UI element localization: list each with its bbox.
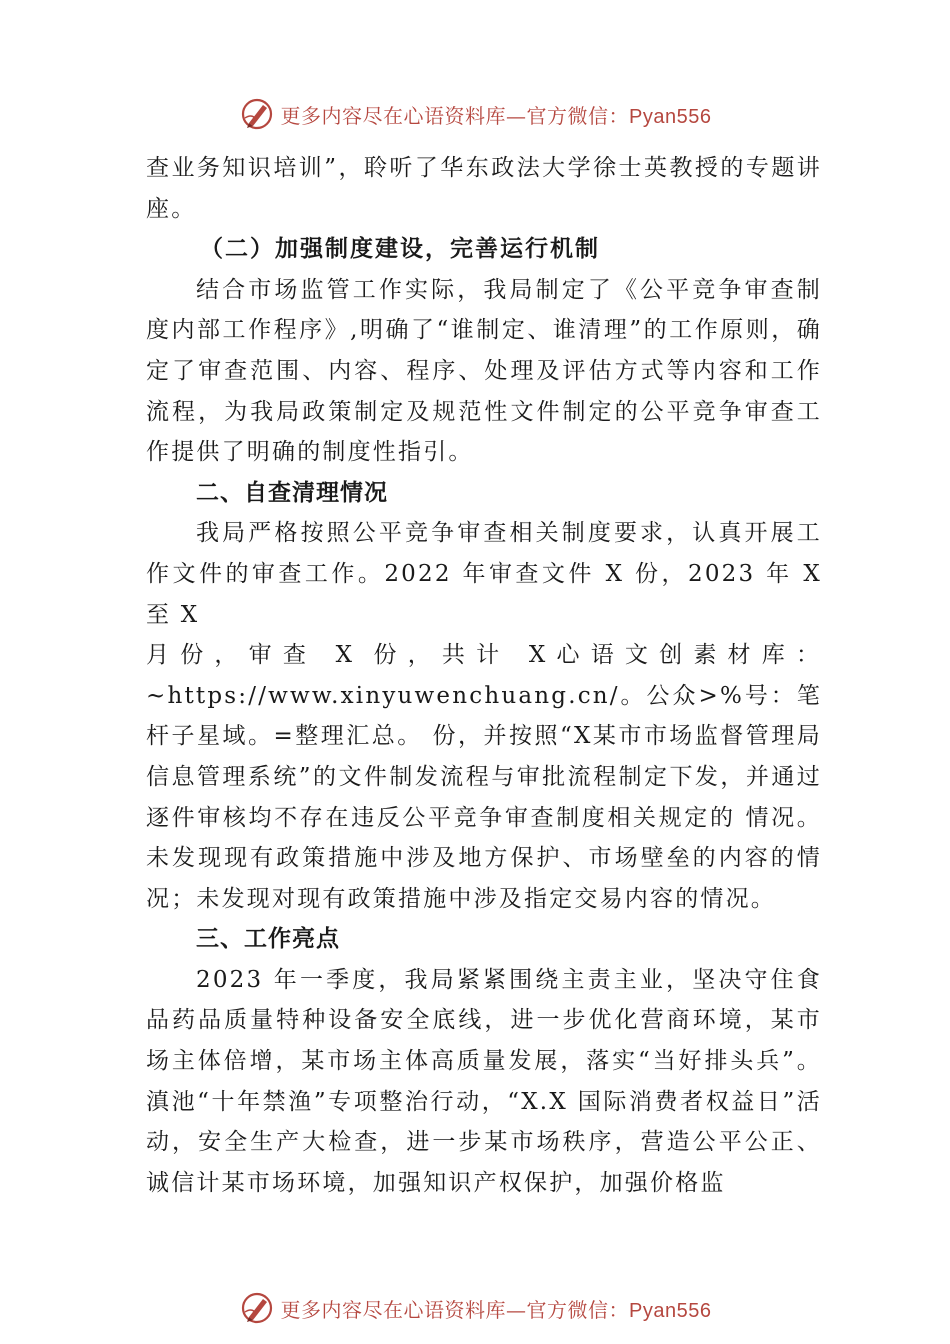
banner-wechat-id: Pyan556 bbox=[629, 105, 712, 128]
paragraph-3c: ~https://www.xinyuwenchuang.cn/。公众>%号：笔杆子星域。=整理汇总。 份，并按照“X某市市场监督管理局信息管理系统”的文件制发流程与审批流程制定下发，并通过逐件审核均不存在违反公平竞争审查制度相关规定的 情况。未发现现有政策措施中涉及地方保护、市场壁垒的内容的情况；未发现对现有政策措施中涉及指定交易内容的情况。 bbox=[146, 682, 822, 912]
pen-logo-icon bbox=[239, 96, 275, 132]
footer-banner bbox=[0, 1288, 950, 1328]
subsection-heading-2: （二）加强制度建设，完善运行机制 bbox=[200, 235, 600, 263]
banner-label: 更多内容尽在心语资料库—官方微信： bbox=[280, 103, 630, 128]
paragraph-3b: 月份，审查 X 份，共计 X心语文创素材库： bbox=[146, 642, 822, 669]
paragraph-2: 结合市场监管工作实际，我局制定了《公平竞争审查制度内部工作程序》,明确了“谁制定、谁清理”的工作原则，确定了审查范围、内容、程序、处理及评估方式等内容和工作流程，为我局政策制定及规范性文件制定的公平竞争审查工作提供了明确的制度性指引。 bbox=[146, 276, 822, 466]
section-heading-3: 三、工作亮点 bbox=[196, 926, 340, 953]
section-heading-2: 二、自查清理情况 bbox=[196, 479, 388, 506]
header-banner-text bbox=[281, 100, 712, 129]
footer-banner-text bbox=[281, 1294, 712, 1323]
paragraph-1: 查业务知识培训”，聆听了华东政法大学徐士英教授的专题讲座。 bbox=[146, 155, 822, 222]
document-body bbox=[146, 148, 822, 1203]
pen-logo-icon bbox=[239, 1290, 275, 1326]
banner-wechat-id: Pyan556 bbox=[629, 1299, 712, 1322]
paragraph-4: 2023 年一季度，我局紧紧围绕主责主业，坚决守住食品药品质量特种设备安全底线，进一步优化营商环境，某市场主体倍增，某市场主体高质量发展，落实“当好排头兵”。滇池“十年禁渔”专项整治行动，“X.X 国际消费者权益日”活动，安全生产大检查，进一步某市场秩序，营造公平公正、诚信计某市场环境，加强知识产权保护，加强价格监 bbox=[146, 966, 822, 1196]
header-banner bbox=[0, 94, 950, 134]
paragraph-3a: 我局严格按照公平竞争审查相关制度要求，认真开展工作文件的审查工作。2022 年审查文件 X 份，2023 年 X 至 X bbox=[146, 520, 822, 628]
banner-label: 更多内容尽在心语资料库—官方微信： bbox=[280, 1297, 630, 1322]
